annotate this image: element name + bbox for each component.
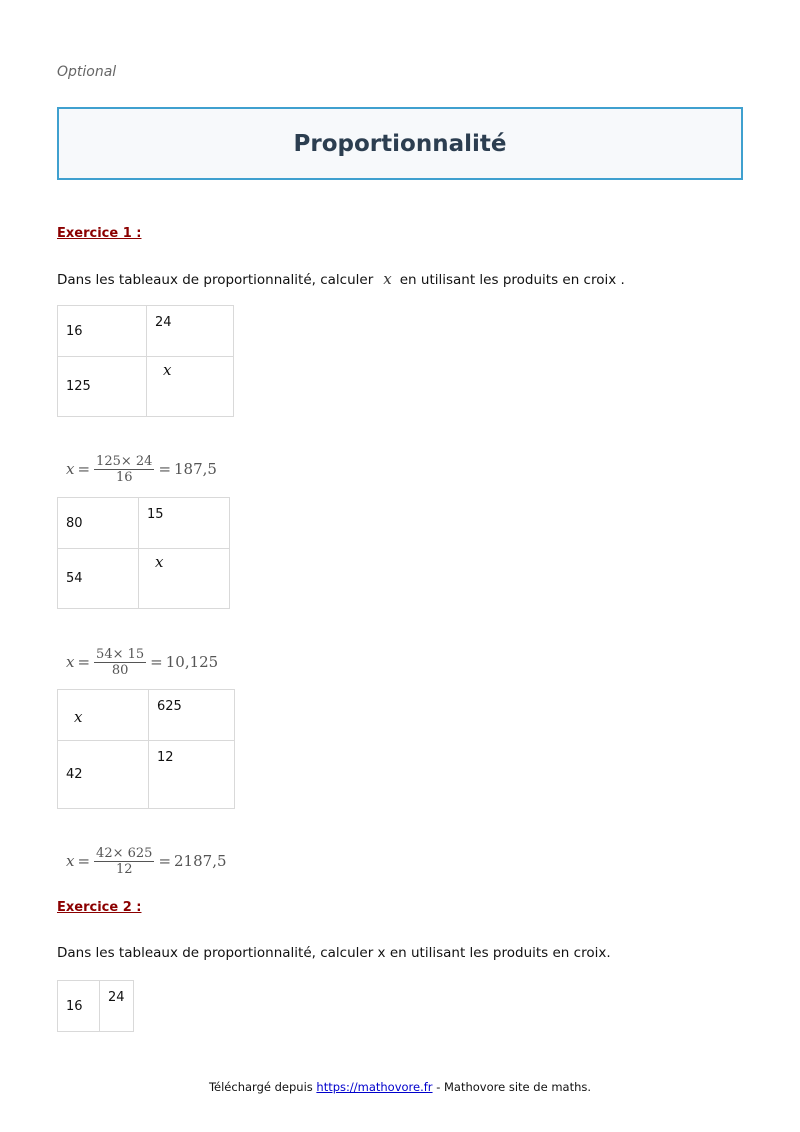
table-cell: 16 bbox=[58, 306, 147, 357]
formula-result: 187,5 bbox=[174, 460, 217, 478]
unknown-x-cell: x bbox=[58, 690, 149, 741]
table-cell: 15 bbox=[139, 498, 230, 549]
formula-variable: x bbox=[66, 460, 75, 478]
proportion-table-3 bbox=[57, 689, 235, 809]
formula-2 bbox=[66, 644, 218, 680]
footer-link[interactable]: https://mathovore.fr bbox=[316, 1080, 433, 1094]
exercise-1-title: Exercice 1 : bbox=[57, 226, 142, 241]
fraction bbox=[94, 846, 154, 877]
table-cell: 16 bbox=[58, 981, 100, 1032]
equals-sign: = bbox=[150, 653, 163, 671]
exercise-2-title: Exercice 2 : bbox=[57, 900, 142, 915]
table-cell: 625 bbox=[149, 690, 235, 741]
exercise-2-instruction: Dans les tableaux de proportionnalité, calculer x en utilisant les produits en croix. bbox=[57, 945, 611, 961]
optional-label: Optional bbox=[57, 64, 117, 80]
fraction-denominator: 16 bbox=[115, 469, 133, 485]
fraction-denominator: 12 bbox=[115, 861, 133, 877]
footer-prefix: Téléchargé depuis bbox=[208, 1080, 313, 1094]
table-cell: 54 bbox=[58, 549, 139, 609]
formula-variable: x bbox=[66, 852, 75, 870]
fraction bbox=[94, 454, 154, 485]
table-cell: 80 bbox=[58, 498, 139, 549]
instruction-variable: x bbox=[383, 270, 392, 288]
fraction-numerator: 125× 24 bbox=[96, 453, 153, 469]
unknown-x-cell: x bbox=[139, 549, 230, 609]
fraction-numerator: 42× 625 bbox=[96, 845, 153, 861]
equals-sign: = bbox=[77, 460, 91, 478]
exercise-1-instruction bbox=[57, 270, 625, 288]
title-box bbox=[57, 107, 743, 180]
formula-result: 10,125 bbox=[165, 653, 219, 671]
fraction bbox=[94, 647, 146, 678]
formula-1 bbox=[66, 451, 217, 487]
proportion-table-ex2 bbox=[57, 980, 134, 1032]
fraction-denominator: 80 bbox=[111, 662, 129, 678]
table-cell: 42 bbox=[58, 741, 149, 809]
equals-sign: = bbox=[77, 852, 91, 870]
table-cell: 24 bbox=[100, 981, 134, 1032]
equals-sign: = bbox=[158, 852, 172, 870]
formula-result: 2187,5 bbox=[174, 852, 227, 870]
unknown-x-cell: x bbox=[147, 357, 234, 417]
table-cell: 12 bbox=[149, 741, 235, 809]
formula-3 bbox=[66, 843, 227, 879]
footer-suffix: - Mathovore site de maths. bbox=[436, 1080, 592, 1094]
page-footer bbox=[0, 1080, 800, 1094]
proportion-table-2 bbox=[57, 497, 230, 609]
fraction-numerator: 54× 15 bbox=[96, 646, 145, 662]
instruction-text-after: en utilisant les produits en croix . bbox=[399, 272, 625, 288]
formula-variable: x bbox=[66, 653, 75, 671]
table-cell: 24 bbox=[147, 306, 234, 357]
equals-sign: = bbox=[158, 460, 172, 478]
proportion-table-1 bbox=[57, 305, 234, 417]
table-cell: 125 bbox=[58, 357, 147, 417]
page-title: Proportionnalité bbox=[293, 130, 507, 157]
instruction-text-before: Dans les tableaux de proportionnalité, calculer bbox=[57, 272, 374, 288]
equals-sign: = bbox=[77, 653, 91, 671]
